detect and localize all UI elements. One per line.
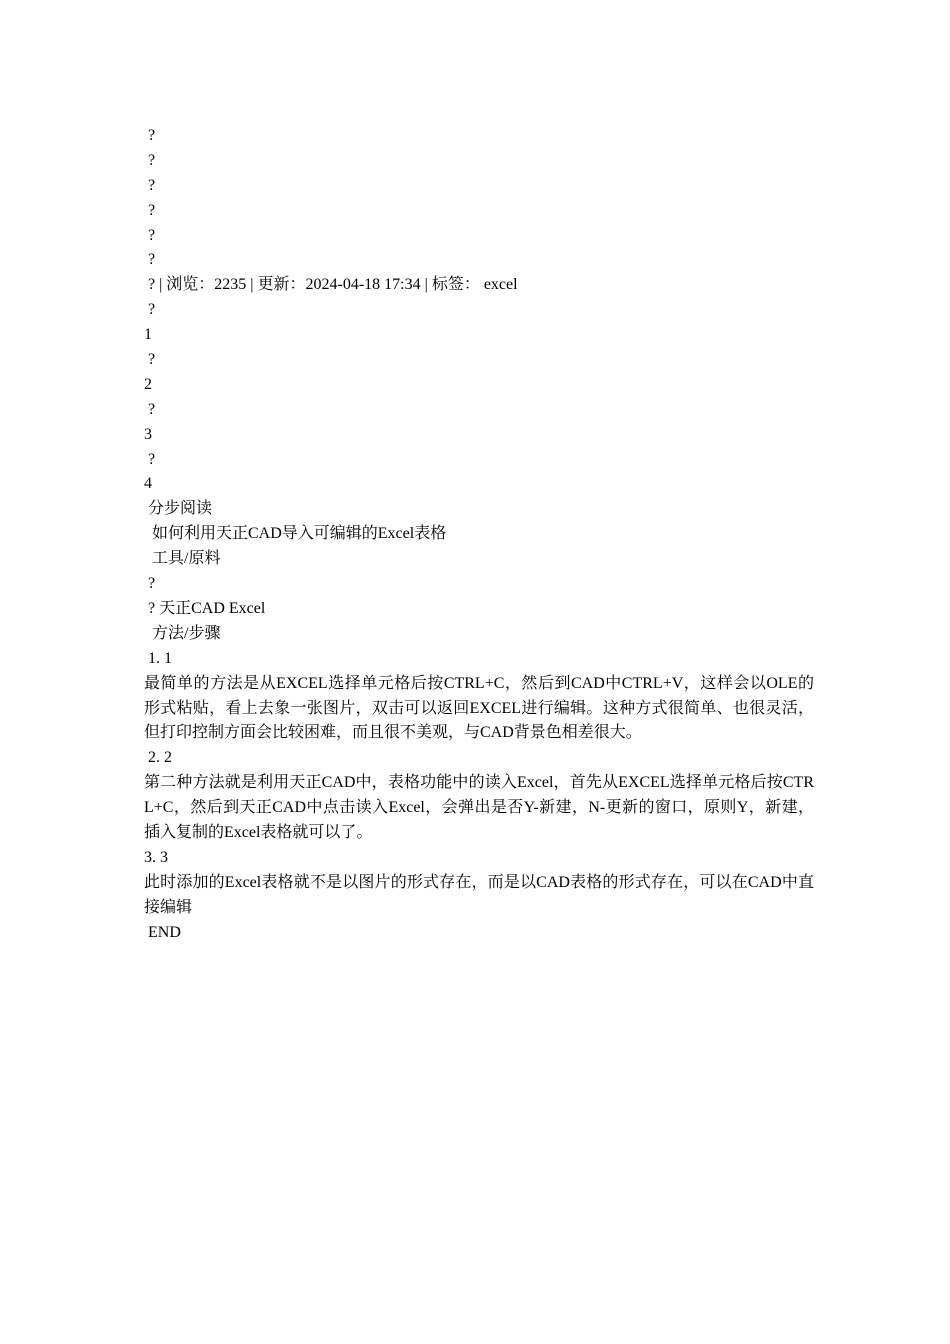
step-2-text: 第二种方法就是利用天正CAD中，表格功能中的读入Excel，首先从EXCEL选择单元格后按CTRL+C，然后到天正CAD中点击读入Excel，会弹出是否Y-新建，N-更新的窗口，原则Y，新建，插入复制的Excel表格就可以了。: [144, 774, 814, 842]
step-1-label: 1. 1: [144, 649, 172, 667]
placeholder-mark: ?: [144, 301, 156, 319]
tools-list: ? 天正CAD Excel: [144, 599, 266, 617]
placeholder-mark: ?: [144, 575, 156, 593]
step-read-label: 分步阅读: [144, 500, 213, 518]
placeholder-mark: ?: [144, 201, 156, 219]
step-number: 1: [144, 326, 152, 344]
placeholder-mark: ?: [144, 351, 156, 369]
placeholder-mark: ?: [144, 151, 156, 169]
end-label: END: [144, 923, 181, 941]
step-3-label: 3. 3: [144, 848, 168, 866]
placeholder-mark: ?: [144, 251, 156, 269]
step-number: 3: [144, 425, 152, 443]
step-2-label: 2. 2: [144, 749, 172, 767]
step-3-text: 此时添加的Excel表格就不是以图片的形式存在，而是以CAD表格的形式存在，可以在CAD中直接编辑: [144, 873, 814, 916]
document-page: [144, 124, 814, 946]
article-title: 如何利用天正CAD导入可编辑的Excel表格: [144, 525, 447, 543]
step-number: 4: [144, 475, 152, 493]
step-1-text: 最简单的方法是从EXCEL选择单元格后按CTRL+C，然后到CAD中CTRL+V，这样会以OLE的形式粘贴，看上去象一张图片，双击可以返回EXCEL进行编辑。这种方式很简单、也很灵活，但打印控制方面会比较困难，而且很不美观，与CAD背景色相差很大。: [144, 674, 814, 742]
placeholder-mark: ?: [144, 176, 156, 194]
method-heading: 方法/步骤: [144, 624, 221, 642]
placeholder-mark: ?: [144, 226, 156, 244]
step-number: 2: [144, 375, 152, 393]
placeholder-mark: ?: [144, 400, 156, 418]
placeholder-mark: ?: [144, 450, 156, 468]
article-meta: ? | 浏览：2235 | 更新：2024-04-18 17:34 | 标签： excel: [144, 276, 518, 294]
placeholder-mark: ?: [144, 127, 156, 144]
tools-heading: 工具/原料: [144, 550, 221, 568]
